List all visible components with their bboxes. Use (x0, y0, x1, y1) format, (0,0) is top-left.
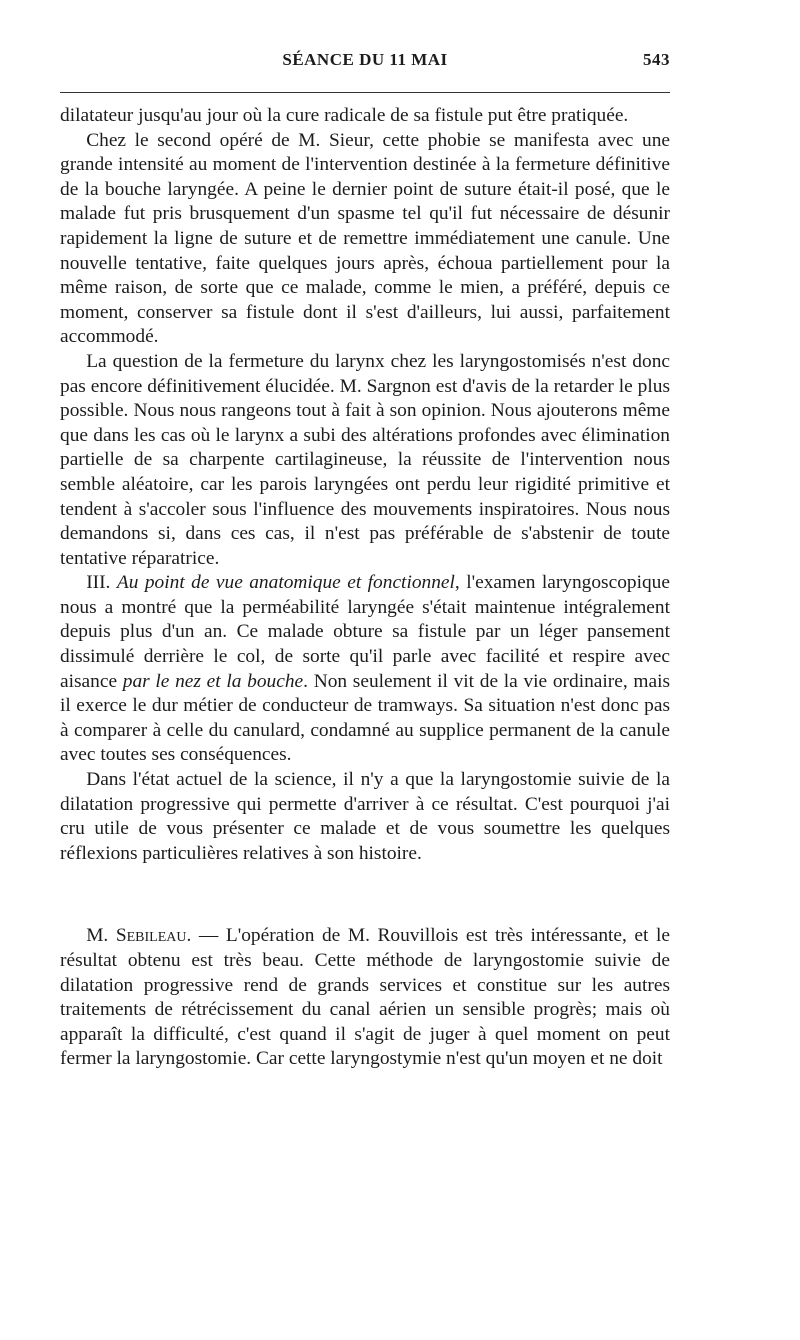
page-number: 543 (643, 50, 670, 69)
paragraph-6 (60, 924, 670, 1072)
section-gap (60, 866, 670, 924)
running-title: SÉANCE DU 11 MAI (282, 50, 448, 69)
italic-phrase-2: par le nez et la bouche (122, 670, 304, 692)
paragraph-5: Dans l'état actuel de la science, il n'y a que la laryngostomie suivie de la dilatation progressive qui permette d'arriver à ce résultat. C'est pourquoi j'ai cru utile de vous présenter ce malade et de vous soumettre les quelques réflexions particulières relatives à son histoire. (60, 769, 670, 864)
section-number: III. (86, 572, 117, 594)
body-text (60, 104, 670, 1072)
paragraph-4 (60, 571, 670, 768)
paragraph-6-text: . — L'opération de M. Rouvillois est très intéressante, et le résultat obtenu est très beau. Cette méthode de laryngostomie suivie de dilatation progressive rend de grands services et constitue sur les autres traitements de rétrécissement du canal aérien un sensible progrès; mais où apparaît la difficulté, c'est quand il s'agit de juger à quel moment on peut fermer la laryngostomie. Car cette laryngostymie n'est qu'un moyen et ne doit (60, 925, 670, 1070)
paragraph-4-end: . Non seulement il vit de la vie ordinaire, mais il exerce le dur métier de conducteur de tramways. Sa situation n'est donc pas à comparer à celle du canulard, condamné au supplice permanent de la canule avec toutes ses conséquences. (60, 670, 671, 766)
paragraph-3: La question de la fermeture du larynx chez les laryngostomisés n'est donc pas encore définitivement élucidée. M. Sargnon est d'avis de la retarder le plus possible. Nous nous rangeons tout à fait à son opinion. Nous ajouterons même que dans les cas où le larynx a subi des altérations profondes avec élimination partielle de sa charpente cartilagineuse, la réussite de l'intervention nous semble aléatoire, car les parois laryngées ont perdu leur rigidité primitive et tendent à s'accoler sous l'influence des mouvements inspiratoires. Nous nous demandons si, dans ces cas, il n'est pas préférable de s'abstenir de toute tentative réparatrice. (60, 350, 670, 569)
page-header (60, 50, 670, 78)
italic-phrase-1: Au point de vue anatomique et fonctionnel (116, 572, 455, 594)
header-rule (60, 92, 670, 93)
paragraph-4-middle: , l'examen laryngoscopique nous a montré que la perméabilité laryngée s'était maintenue intégralement depuis plus d'un an. Ce malade obture sa fistule par un léger pansement dissimulé derrière le col, de sorte qu'il parle avec facilité et respire avec aisance (60, 572, 670, 692)
paragraph-2: Chez le second opéré de M. Sieur, cette phobie se manifesta avec une grande intensité au moment de l'intervention destinée à la fermeture définitive de la bouche laryngée. A peine le dernier point de suture était-il posé, que le malade fut pris brusquement d'un spasme tel qu'il fut nécessaire de désunir rapidement la ligne de suture et de remettre immédiatement une canule. Une nouvelle tentative, faite quelques jours après, échoua partiellement pour la même raison, de sorte que ce malade, comme le mien, a préféré, depuis ce moment, conserver sa fistule dont il s'est d'ailleurs, lui aussi, parfaitement accommodé. (60, 129, 670, 348)
speaker-name: M. Sebileau (86, 925, 187, 947)
paragraph-1: dilatateur jusqu'au jour où la cure radicale de sa fistule put être pratiquée. (60, 105, 629, 126)
